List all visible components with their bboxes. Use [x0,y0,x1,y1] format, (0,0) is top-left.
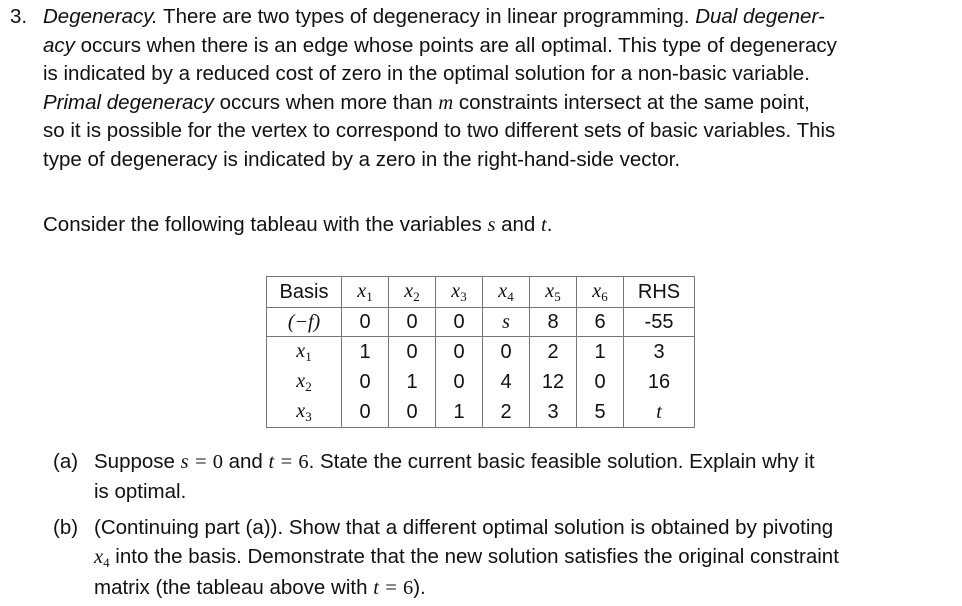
var-x: x [94,546,104,568]
rhs-header: RHS [624,277,695,308]
intro-text: and [495,213,542,236]
tableau-cell: 0 [342,397,389,428]
math-t-equals: t = [373,577,403,599]
tableau-cell: 0 [342,367,389,397]
math-t-equals: t = [268,451,299,473]
tableau-intro [43,211,552,239]
problem-line-3: is indicated by a reduced cost of zero in the optimal solution for a non-basic variable. [43,62,810,86]
column-header [342,277,389,308]
problem-line-2 [43,32,930,61]
rhs-cell: 3 [624,337,695,368]
problem-line-6: type of degeneracy is indicated by a zero in the right-hand-side vector. [43,147,681,171]
rhs-cell: t [624,397,695,428]
var-index: 3 [460,289,467,304]
math-m: m [438,91,454,114]
var-x: x [404,280,414,302]
tableau-cell: 3 [530,397,577,428]
tableau-cell: 0 [389,337,436,368]
problem-text: occurs when more than [213,90,439,114]
tableau-cell: 0 [342,308,389,337]
tableau-cell: 1 [389,367,436,397]
basis-header: Basis [267,277,342,308]
term-degeneracy: Degeneracy. [43,5,158,28]
tableau-table [266,276,695,428]
var-x: x [545,280,555,302]
part-b-label: (b) [53,516,79,539]
problem-text: constraints intersect at the same point, [453,90,810,114]
column-header [436,277,483,308]
tableau-cell: 0 [389,397,436,428]
problem-line-5: so it is possible for the vertex to correspond to two different sets of basic variables. This [43,119,836,143]
term-dual-degeneracy-end: acy [43,33,75,57]
tableau-cell: 1 [577,337,624,368]
tableau-cell: 0 [436,308,483,337]
column-header [389,277,436,308]
var-x: x [296,340,306,362]
intro-text: . [546,213,553,236]
math-number: 6 [298,451,309,473]
math-s-equals: s = [180,451,213,473]
tableau-cell: 8 [530,308,577,337]
column-header [530,277,577,308]
problem-statement [10,3,930,175]
tableau-cell: 12 [530,367,577,397]
tableau-cell: 1 [436,397,483,428]
tableau-header-row [267,277,695,308]
math-number: 6 [402,577,414,599]
math-number: 0 [212,451,223,473]
objective-row [267,308,695,337]
constraint-row [267,337,695,368]
part-b [53,513,925,603]
part-text: and [222,450,269,473]
problem-text: There are two types of degeneracy in linear programming. [157,5,696,28]
tableau-cell: 0 [436,337,483,368]
part-b-line-2 [94,542,925,573]
tableau-cell: 0 [389,308,436,337]
var-x: x [498,280,508,302]
term-dual-degeneracy: Dual degener- [695,5,825,28]
var-x: x [357,280,367,302]
var-index: 5 [554,289,561,304]
part-b-line-1: (Continuing part (a)). Show that a different optimal solution is obtained by pivoting [94,516,834,539]
var-index: 2 [305,379,312,394]
row-label: (−f) [267,308,342,337]
var-index: 1 [305,349,312,364]
var-index: 1 [366,289,373,304]
problem-number: 3. [10,5,28,28]
var-index: 2 [413,289,420,304]
part-a-line-2: is optimal. [94,480,187,503]
math-t: t [541,214,547,236]
constraint-row [267,397,695,428]
intro-text: Consider the following tableau with the variables [43,213,488,236]
part-text: matrix (the tableau above with [94,576,374,599]
var-index: 4 [103,555,110,570]
var-x: x [296,370,306,392]
var-x: x [592,280,602,302]
math-s: s [487,214,496,236]
part-a [53,447,925,506]
part-a-label: (a) [53,450,79,473]
part-text: Suppose [94,450,181,473]
row-label [267,397,342,428]
constraint-row [267,367,695,397]
tableau-cell: 0 [436,367,483,397]
var-index: 4 [507,289,514,304]
row-label [267,367,342,397]
rhs-cell: 16 [624,367,695,397]
part-b-line-3 [94,573,925,603]
simplex-tableau [266,276,695,428]
var-x: x [451,280,461,302]
tableau-cell: 1 [342,337,389,368]
problem-text: occurs when there is an edge whose points are all optimal. This type of degeneracy [74,33,837,57]
term-primal-degeneracy: Primal degeneracy [43,90,214,114]
var-index: 3 [305,409,312,424]
row-label [267,337,342,368]
var-index: 6 [601,289,608,304]
rhs-cell: -55 [624,308,695,337]
tableau-cell: 6 [577,308,624,337]
tableau-cell: 4 [483,367,530,397]
column-header [577,277,624,308]
problem-line-1 [43,3,930,32]
tableau-cell: 2 [530,337,577,368]
column-header [483,277,530,308]
part-text: into the basis. Demonstrate that the new solution satisfies the original constraint [109,545,839,568]
part-text: . State the current basic feasible solution. Explain why it [308,450,815,473]
tableau-cell: 0 [483,337,530,368]
tableau-cell: s [483,308,530,337]
problem-line-4 [43,89,930,118]
part-a-line-1 [94,447,925,477]
tableau-cell: 2 [483,397,530,428]
tableau-cell: 0 [577,367,624,397]
var-x: x [296,400,306,422]
part-text: ). [413,576,426,599]
tableau-cell: 5 [577,397,624,428]
